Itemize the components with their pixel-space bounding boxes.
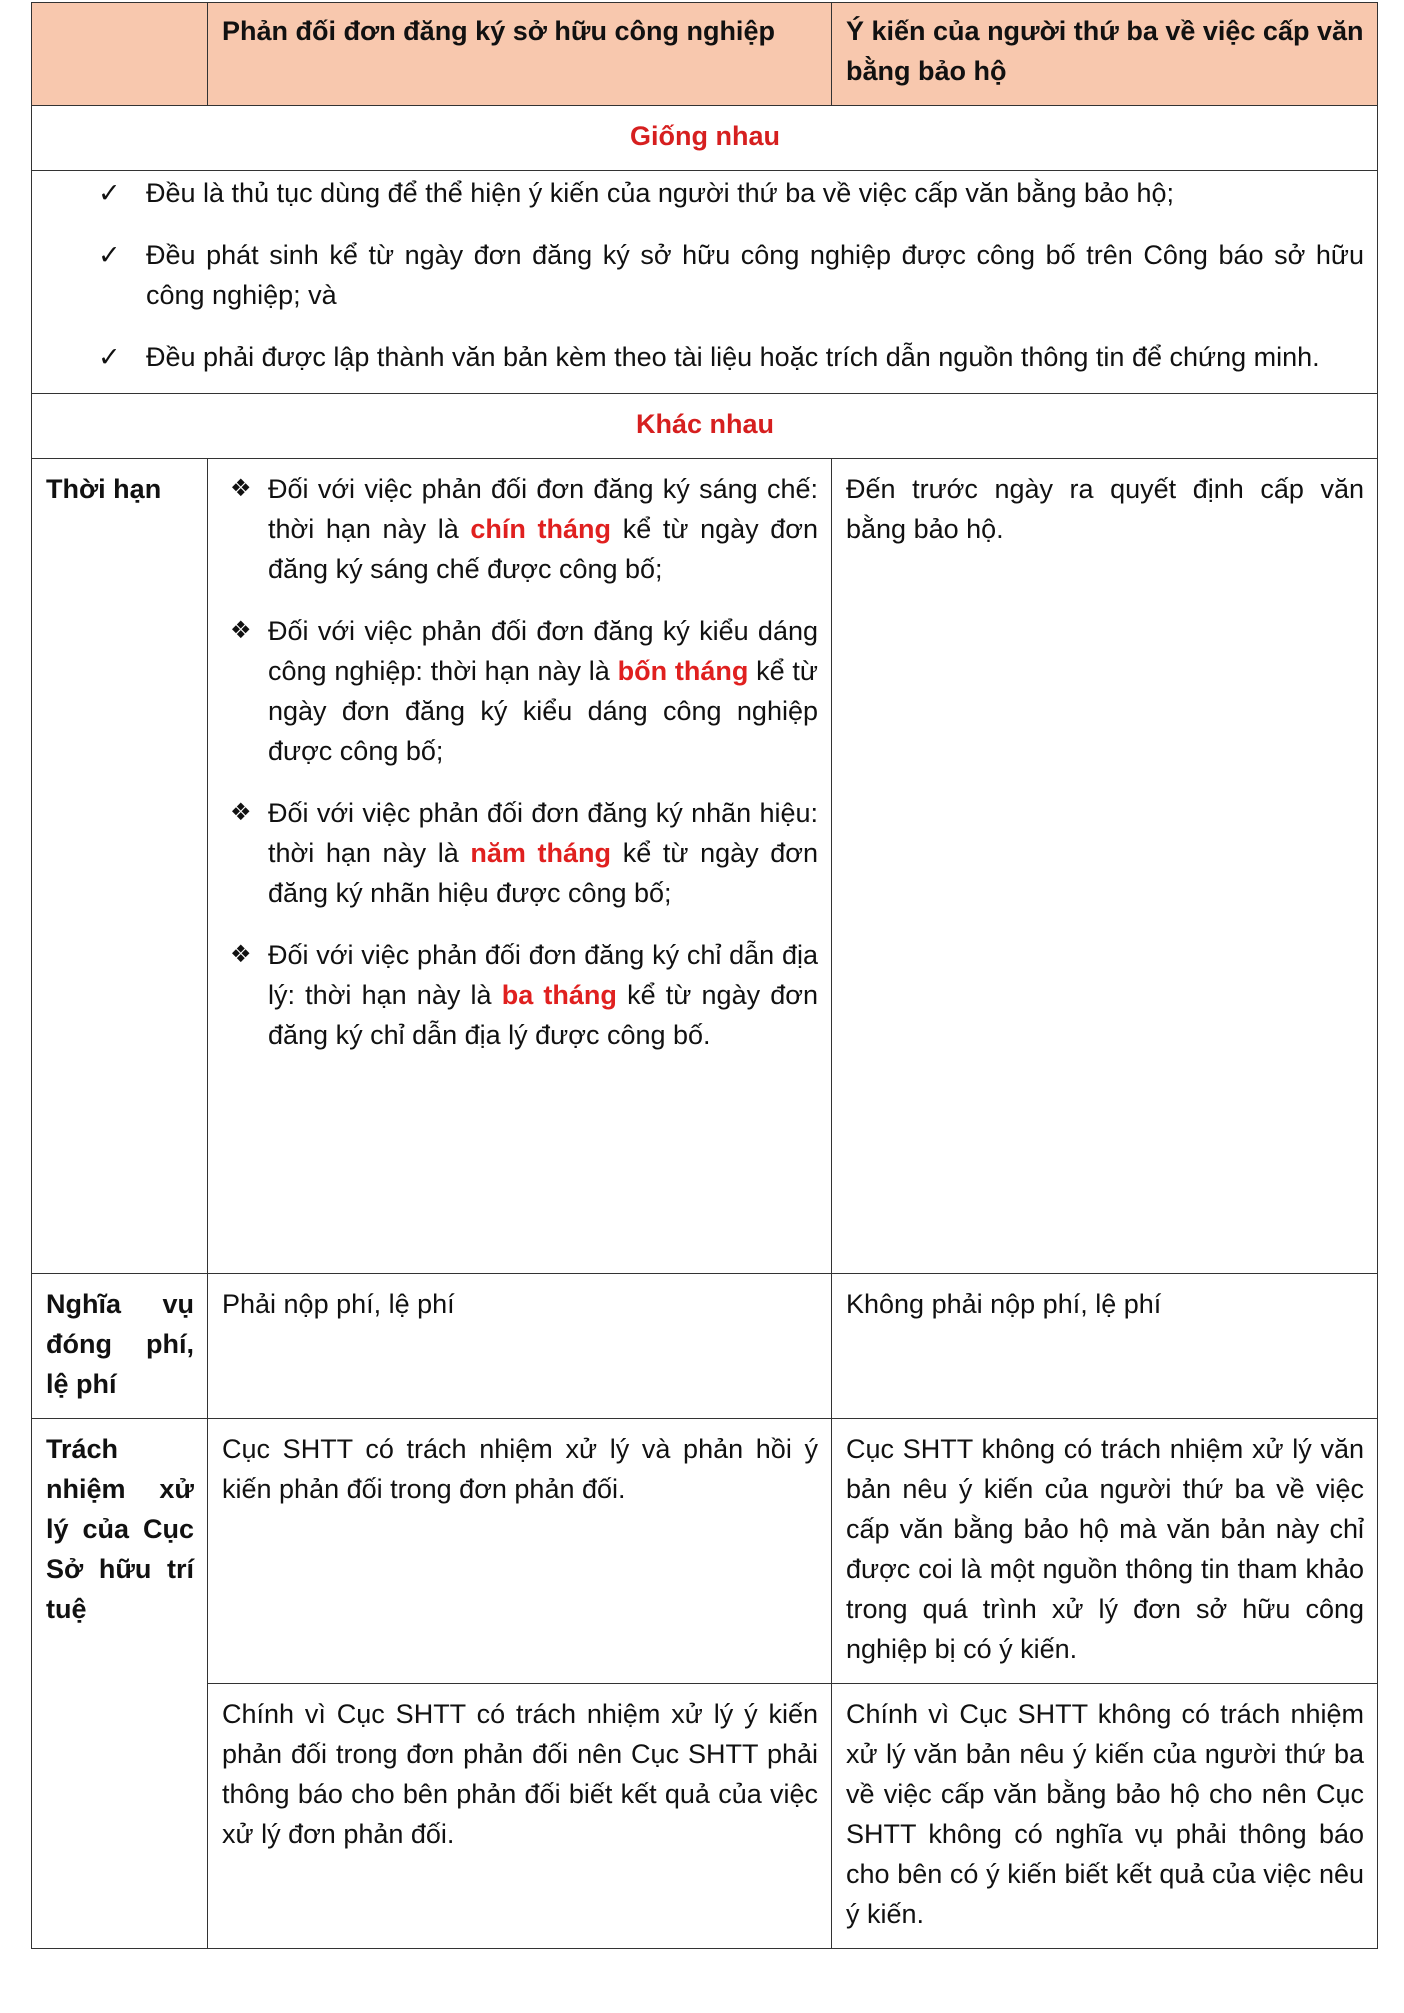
check-icon: ✓: [98, 240, 121, 270]
similar-item-text: Đều là thủ tục dùng để thể hiện ý kiến của người thứ ba về việc cấp văn bằng bảo hộ;: [146, 178, 1175, 208]
fees-row: [32, 1274, 1378, 1419]
different-title-row: [32, 394, 1378, 459]
fees-label: Nghĩa vụ đóng phí, lệ phí: [32, 1274, 208, 1419]
deadline-highlight: ba tháng: [501, 980, 617, 1010]
list-item: ❖ Đối với việc phản đối đơn đăng ký kiểu dáng công nghiệp: thời hạn này là bốn tháng kể từ ngày đơn đăng ký kiểu dáng công nghiệp được công bố;: [208, 611, 818, 771]
similar-item-text: Đều phải được lập thành văn bản kèm theo tài liệu hoặc trích dẫn nguồn thông tin để chứng minh.: [146, 342, 1320, 372]
list-item: ❖ Đối với việc phản đối đơn đăng ký chỉ dẫn địa lý: thời hạn này là ba tháng kể từ ngày đơn đăng ký chỉ dẫn địa lý được công bố.: [208, 935, 818, 1055]
responsibility-opposition-1: Cục SHTT có trách nhiệm xử lý và phản hồi ý kiến phản đối trong đơn phản đối.: [208, 1419, 832, 1684]
fees-opinion: Không phải nộp phí, lệ phí: [832, 1274, 1378, 1419]
deadline-opposition-list: [208, 469, 818, 1055]
responsibility-label: Trách nhiệm xử lý của Cục Sở hữu trí tuệ: [32, 1419, 208, 1949]
comparison-table: [31, 2, 1378, 1949]
similar-items-row: [32, 171, 1378, 394]
list-item: [32, 173, 1364, 213]
diamond-bullet-icon: ❖: [230, 941, 252, 968]
similar-title: Giống nhau: [32, 106, 1378, 171]
deadline-label: Thời hạn: [32, 459, 208, 1274]
list-item: ❖ Đối với việc phản đối đơn đăng ký nhãn hiệu: thời hạn này là năm tháng kể từ ngày đơn đăng ký nhãn hiệu được công bố;: [208, 793, 818, 913]
diamond-bullet-icon: ❖: [230, 475, 252, 502]
deadline-highlight: năm tháng: [470, 838, 612, 868]
similar-title-row: [32, 106, 1378, 171]
header-third-party-opinion: Ý kiến của người thứ ba về việc cấp văn bằng bảo hộ: [832, 3, 1378, 106]
check-icon: ✓: [98, 342, 121, 372]
deadline-highlight: chín tháng: [470, 514, 612, 544]
list-item: [32, 235, 1364, 315]
responsibility-opposition-2: Chính vì Cục SHTT có trách nhiệm xử lý ý kiến phản đối trong đơn phản đối nên Cục SHTT phải thông báo cho bên phản đối biết kết quả của việc xử lý đơn phản đối.: [208, 1684, 832, 1949]
list-item: [32, 337, 1364, 377]
fees-opposition: Phải nộp phí, lệ phí: [208, 1274, 832, 1419]
responsibility-opinion-2: Chính vì Cục SHTT không có trách nhiệm xử lý văn bản nêu ý kiến của người thứ ba về việc cấp văn bằng bảo hộ cho nên Cục SHTT không có nghĩa vụ phải thông báo cho bên có ý kiến biết kết quả của việc nêu ý kiến.: [832, 1684, 1378, 1949]
responsibility-row-1: [32, 1419, 1378, 1684]
similar-list: [32, 173, 1364, 377]
check-icon: ✓: [98, 178, 121, 208]
deadline-opinion: Đến trước ngày ra quyết định cấp văn bằng bảo hộ.: [832, 459, 1378, 1274]
deadline-highlight: bốn tháng: [617, 656, 749, 686]
header-empty-cell: [32, 3, 208, 106]
header-row: [32, 3, 1378, 106]
header-opposition: Phản đối đơn đăng ký sở hữu công nghiệp: [208, 3, 832, 106]
responsibility-row-2: [32, 1684, 1378, 1949]
list-item: ❖ Đối với việc phản đối đơn đăng ký sáng chế: thời hạn này là chín tháng kể từ ngày đơn đăng ký sáng chế được công bố;: [208, 469, 818, 589]
diamond-bullet-icon: ❖: [230, 617, 252, 644]
different-title: Khác nhau: [32, 394, 1378, 459]
deadline-row: [32, 459, 1378, 1274]
responsibility-opinion-1: Cục SHTT không có trách nhiệm xử lý văn bản nêu ý kiến của người thứ ba về việc cấp văn bằng bảo hộ mà văn bản này chỉ được coi là một nguồn thông tin tham khảo trong quá trình xử lý đơn sở hữu công nghiệp bị có ý kiến.: [832, 1419, 1378, 1684]
diamond-bullet-icon: ❖: [230, 799, 252, 826]
similar-item-text: Đều phát sinh kể từ ngày đơn đăng ký sở hữu công nghiệp được công bố trên Công báo sở hữu công nghiệp; và: [146, 240, 1364, 310]
